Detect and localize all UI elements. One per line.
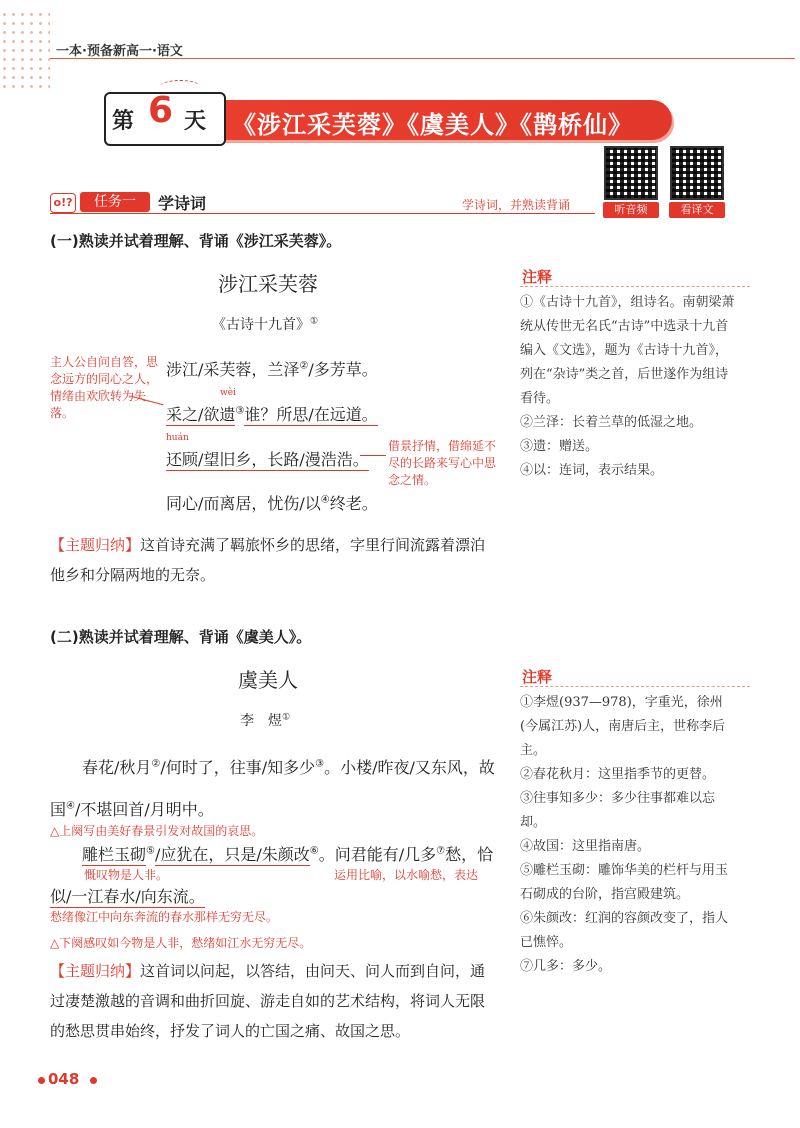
notes-2-list bbox=[520, 691, 738, 979]
note-item: ①《古诗十九首》，组诗名。南朝梁萧统从传世无名氏“古诗”中选录十九首编入《文选》，题为《古诗十九首》，列在“杂诗”类之首，后世遂作为组诗看待。 bbox=[520, 295, 735, 406]
task-title: 学诗词 bbox=[158, 194, 207, 213]
footnote-ref: ③ bbox=[235, 405, 245, 417]
footnote-ref: ⑥ bbox=[309, 845, 319, 857]
footnote-ref: ① bbox=[310, 316, 319, 327]
pinyin-wei: wèi bbox=[220, 388, 236, 398]
lesson-title: 《涉江采芙蓉》《虞美人》《鹊桥仙》 bbox=[232, 111, 633, 139]
note-item: ①李煜(937—978)，字重光，徐州(今属江苏)人，南唐后主，世称李后主。 bbox=[520, 695, 726, 758]
footnote-ref: ⑤ bbox=[146, 845, 155, 857]
note-item: ⑤雕栏玉砌：雕饰华美的栏杆与用玉石砌成的台阶，指宫殿建筑。 bbox=[520, 863, 729, 902]
notes-1-list bbox=[520, 291, 738, 483]
footnote-ref: ① bbox=[282, 712, 291, 723]
note-item: ⑦几多：多少。 bbox=[520, 959, 612, 974]
view-translation-label[interactable]: 看译文 bbox=[669, 202, 725, 218]
summary-label: 【主题归纳】 bbox=[50, 962, 141, 980]
book-series-label: 一本·预备新高一·语文 bbox=[56, 44, 183, 59]
line-text: 国 bbox=[50, 800, 67, 819]
footnote-ref: ④ bbox=[66, 800, 75, 812]
poem-1-author bbox=[212, 314, 318, 334]
line-text: 谁？所思/在远道。 bbox=[244, 405, 378, 424]
footnote-ref: ④ bbox=[320, 494, 330, 506]
section-1-heading: (一)熟读并试着理解、背诵《涉江采芙蓉》。 bbox=[50, 232, 342, 250]
poem-2-author-text: 李 煜 bbox=[240, 713, 282, 729]
page-number: 048 bbox=[48, 1070, 80, 1088]
upper-stanza-note: △上阕写由美好春景引发对故国的哀思。 bbox=[50, 824, 264, 838]
page-dot-right bbox=[90, 1077, 97, 1084]
notes-1-heading: 注释 bbox=[522, 268, 553, 286]
listen-audio-label[interactable]: 听音频 bbox=[603, 202, 659, 218]
line-text: 还顾/望旧乡，长路/漫浩浩。 bbox=[166, 450, 369, 469]
footnote-ref: ② bbox=[299, 360, 309, 372]
line-text: /多芳草。 bbox=[308, 360, 378, 379]
poem-1-summary bbox=[50, 530, 500, 590]
summary-text: 这首诗充满了羁旅怀乡的思绪，字里行间流露着漂泊他乡和分隔两地的无奈。 bbox=[50, 536, 486, 584]
section-2-heading: (二)熟读并试着理解、背诵《虞美人》。 bbox=[50, 628, 312, 646]
margin-note-right: 借景抒情，借绵延不尽的长路来写心中思念之情。 bbox=[388, 439, 497, 487]
line-text: 似/一江春水/向东流。 bbox=[50, 887, 205, 906]
summary-text: 这首词以问起，以答结，由问天、问人而到自问，通过凄楚激越的音调和曲折回旋、游走自如的艺术结构，将词人无限的愁思贯串始终，抒发了词人的亡国之痛、故国之思。 bbox=[50, 962, 486, 1040]
notes-2-heading: 注释 bbox=[522, 668, 553, 686]
note-item: ④故国：这里指南唐。 bbox=[520, 839, 651, 854]
poem-1-title: 涉江采芙蓉 bbox=[218, 272, 318, 296]
poem-1-line-4 bbox=[166, 491, 378, 514]
note-item: ②春花秋月：这里指季节的更替。 bbox=[520, 767, 716, 782]
poem-2-line-3 bbox=[82, 842, 502, 865]
poem-2-title: 虞美人 bbox=[238, 668, 298, 692]
lower-stanza-note: △下阕感叹如今物是人非，愁绪如江水无穷无尽。 bbox=[50, 936, 312, 950]
pinyin-huan: huán bbox=[166, 433, 189, 443]
poem-2-line-1 bbox=[82, 755, 502, 778]
task-note: 学诗词，并熟读背诵 bbox=[462, 198, 571, 212]
footnote-ref: ⑦ bbox=[436, 845, 446, 857]
notes-rule bbox=[520, 686, 750, 687]
footnote-ref: ② bbox=[151, 758, 161, 770]
note-item: ④以：连词，表示结果。 bbox=[520, 463, 664, 478]
line-text: 涉江/采芙蓉，兰泽 bbox=[166, 360, 300, 379]
line-text: /何时了，往事/知多少 bbox=[160, 758, 316, 777]
line-text: 。问君能有/几多 bbox=[318, 845, 437, 864]
footnote-ref: ③ bbox=[315, 758, 325, 770]
poem-1-line-2 bbox=[166, 402, 378, 425]
note-item: ③遗：赠送。 bbox=[520, 439, 599, 454]
task-label: 任务一 bbox=[80, 192, 150, 212]
decorative-dot-pattern bbox=[0, 10, 50, 90]
line-text: 愁，恰 bbox=[445, 845, 494, 864]
poem-1-author-text: 《古诗十九首》 bbox=[212, 317, 310, 333]
line-text: 终老。 bbox=[329, 494, 378, 513]
notes-rule bbox=[520, 286, 750, 287]
day-prefix: 第 bbox=[112, 109, 135, 134]
line-text: 同心/而离居，忧伤/以 bbox=[166, 494, 321, 513]
poem-2-line-4 bbox=[50, 884, 205, 907]
sigh-note: 慨叹物是人非。 bbox=[84, 868, 169, 882]
poem-1-line-3 bbox=[166, 447, 369, 470]
margin-note-left: 主人公自问自答，思念远方的同心之人，情绪由欢欣转为失落。 bbox=[50, 355, 159, 420]
line-text: 。小楼/昨夜/又东风，故 bbox=[324, 758, 495, 777]
page-dot-left bbox=[38, 1077, 45, 1084]
day-number: 6 bbox=[148, 90, 174, 131]
metaphor-note: 运用比喻，以水喻愁，表达 bbox=[334, 868, 479, 882]
line-text: 春花/秋月 bbox=[82, 758, 152, 777]
poem-2-summary bbox=[50, 956, 498, 1046]
note-item: ⑥朱颜改：红润的容颜改变了，指人已憔悴。 bbox=[520, 911, 729, 950]
note-item: ③往事知多少：多少往事都难以忘却。 bbox=[520, 791, 716, 830]
header-rule bbox=[50, 58, 795, 59]
summary-label: 【主题归纳】 bbox=[50, 536, 141, 554]
poem-2-author bbox=[240, 710, 290, 730]
note-item: ②兰泽：长着兰草的低湿之地。 bbox=[520, 415, 703, 430]
audio-qr-code-icon[interactable] bbox=[604, 146, 658, 200]
task-icon: o!? bbox=[50, 193, 76, 213]
line-text: /应犹在，只是/朱颜改 bbox=[154, 845, 310, 864]
line-text: 采之/欲遗 bbox=[166, 405, 236, 424]
annotation-arrow bbox=[360, 455, 386, 456]
poem-2-line-2 bbox=[50, 797, 214, 820]
flow-note: 愁绪像江中向东奔流的春水那样无穷无尽。 bbox=[50, 910, 279, 924]
line-text: /不堪回首/月明中。 bbox=[74, 800, 214, 819]
day-suffix: 天 bbox=[184, 109, 207, 134]
line-text: 雕栏玉砌 bbox=[82, 845, 147, 864]
translation-qr-code-icon[interactable] bbox=[670, 146, 724, 200]
task-rule bbox=[50, 213, 595, 214]
poem-1-line-1 bbox=[166, 357, 378, 380]
